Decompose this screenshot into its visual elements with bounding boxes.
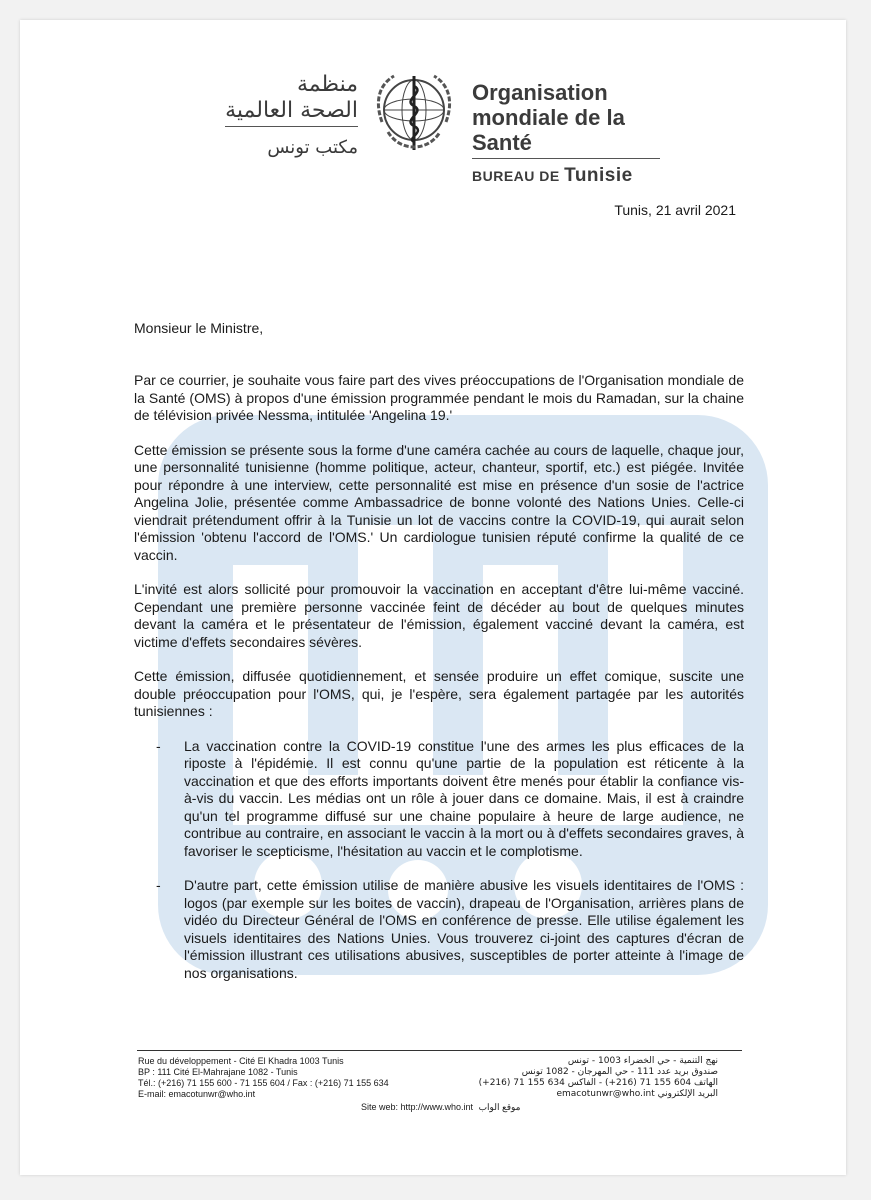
- bureau-prefix: BUREAU DE: [472, 168, 560, 184]
- salutation: Monsieur le Ministre,: [134, 320, 264, 336]
- paragraph: L'invité est alors sollicité pour promouvoir la vaccination en acceptant d'être lui-même vacciné. Cependant une première personne vaccinée feint de décéder au bout de quelques minutes devant la caméra et le présentateur de l'émission, également vacciné devant la caméra, est victime d'effets secondaires sévères.: [134, 581, 744, 650]
- letterhead-french: [472, 80, 660, 187]
- letter-page: [20, 20, 846, 1175]
- footer-line: نهج التنمية - حي الخضراء 1003 - تونس: [567, 1056, 718, 1066]
- bullet-marker: -: [156, 737, 161, 754]
- arabic-org-line1: منظمة: [297, 72, 358, 97]
- paragraph: Cette émission, diffusée quotidiennement, et sensée produire un effet comique, suscite une double préoccupation pour l'OMS, qui, je l'espère, sera également partagée par les autorités tunisiennes :: [134, 668, 744, 719]
- arabic-org-line2: الصحة العالمية: [225, 98, 358, 127]
- footer-line: Rue du développement - Cité El Khadra 1003 Tunis: [138, 1056, 344, 1066]
- footer-website: [358, 1102, 521, 1113]
- list-item: [134, 877, 744, 982]
- bureau-line: [472, 165, 660, 187]
- footer-address-arabic: [479, 1056, 718, 1100]
- footer-address-french: [138, 1056, 389, 1100]
- who-emblem-icon: [368, 70, 460, 162]
- footer-line: البريد الإلكتروني emacotunwr@who.int: [556, 1089, 718, 1099]
- footer-line: Tél.: (+216) 71 155 600 - 71 155 604 / Fax : (+216) 71 155 634: [138, 1078, 389, 1088]
- footer-line: الهاتف 604 155 71 (216+) - الفاكس 634 155 71 (216+): [478, 1078, 718, 1088]
- org-name-line2: mondiale de la Santé: [472, 105, 660, 159]
- list-item-text: D'autre part, cette émission utilise de manière abusive les visuels identitaires de l'OMS : logos (par exemple sur les boites de vaccin), drapeau de l'Organisation, arrières plans de vidéo du Directeur Général de l'OMS en conférence de presse. Elle utilise également les visuels identitaires des Nations Unies. Vous trouverez ci-joint des captures d'écran de l'émission illustrant ces utilisations abusives, susceptibles de porter atteinte à l'image de nos organisations.: [184, 877, 744, 981]
- list-item: [134, 738, 744, 861]
- list-item-text: La vaccination contre la COVID-19 constitue l'une des armes les plus efficaces de la riposte à l'épidémie. Il est connu qu'une partie de la population est réticente à la vaccination et que des efforts importants doivent être menés pour établir la confiance vis-à-vis du vaccin. Les médias ont un rôle à jouer dans ce domaine. Mais, il est à craindre qu'un tel programme diffusé sur une chaine populaire à heure de large audience, ne contribue au contraire, en associant le vaccin à la mort ou à d'effets secondaires graves, à favoriser le scepticisme, l'hésitation au vaccin et le complotisme.: [184, 737, 744, 859]
- paragraph: Par ce courrier, je souhaite vous faire part des vives préoccupations de l'Organisation mondiale de la Santé (OMS) à propos d'une émission programmée pendant le mois du Ramadan, sur la chaine de télévision privée Nessma, intitulée 'Angelina 19.': [134, 372, 744, 423]
- letter-body: [134, 372, 744, 999]
- website-url: Site web: http://www.who.int: [361, 1102, 474, 1112]
- concerns-list: [134, 738, 744, 983]
- letterhead-arabic: [225, 72, 358, 158]
- arabic-office-line: مكتب تونس: [267, 137, 358, 158]
- bureau-country: Tunisie: [564, 165, 633, 186]
- bullet-marker: -: [156, 877, 161, 893]
- website-label-arabic: موقع الواب: [478, 1102, 521, 1112]
- footer-line: BP : 111 Cité El-Mahrajane 1082 - Tunis: [138, 1067, 298, 1077]
- letter-date: Tunis, 21 avril 2021: [614, 202, 736, 218]
- footer-line: E-mail: emacotunwr@who.int: [138, 1089, 256, 1099]
- footer-divider: [137, 1050, 742, 1051]
- footer-line: صندوق بريد عدد 111 - حي المهرجان - 1082 تونس: [521, 1067, 718, 1077]
- org-name-line1: Organisation: [472, 80, 608, 105]
- paragraph: Cette émission se présente sous la forme d'une caméra cachée au cours de laquelle, chaque jour, une personnalité tunisienne (homme politique, acteur, chanteur, sportif, etc.) est piégée. Invitée pour répondre à une interview, cette personnalité est mise en présence d'un sosie de l'actrice Angelina Jolie, présentée comme Ambassadrice de bonne volonté des Nations Unies. Celle-ci viendrait prétendument offrir à la Tunisie un lot de vaccins contre la COVID-19, qui aurait selon l'émission 'obtenu l'accord de l'OMS.' Un cardiologue tunisien réputé confirme la qualité de ce vaccin.: [134, 441, 744, 563]
